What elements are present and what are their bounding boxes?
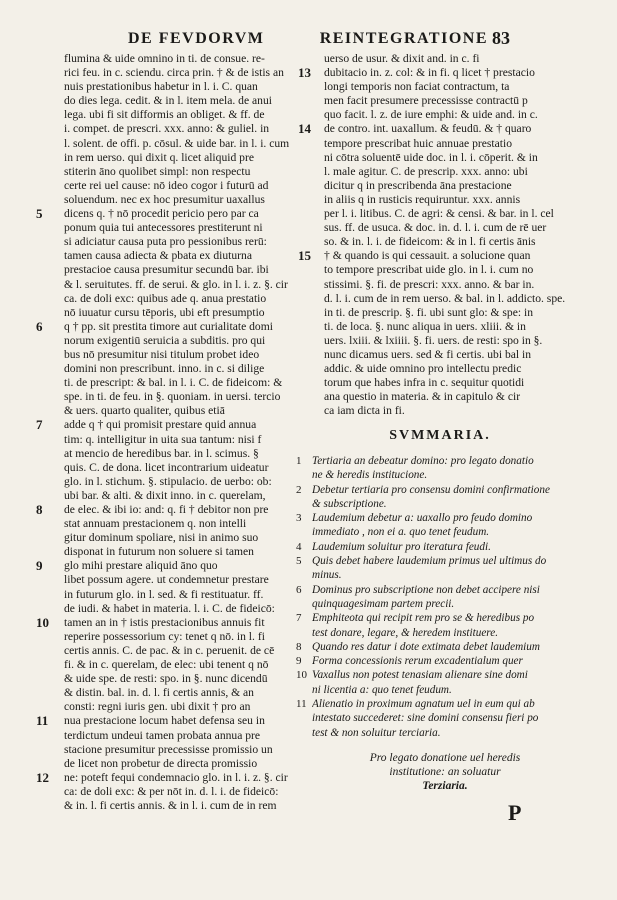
margin-number: 8 (36, 503, 43, 517)
summary-item (296, 683, 586, 697)
summary-item (296, 654, 586, 668)
summary-item (296, 540, 586, 554)
line-text: l. solent. de offi. p. cōsul. & uide bar. in l. i. cum (64, 136, 290, 150)
summary-text: Quando res datur i dote extimata debet laudemium (312, 640, 540, 653)
line-text: tamen causa adiecta & pbata ex diuturna (64, 249, 252, 263)
text-line (296, 179, 584, 193)
line-text: sus. ff. de usuca. & doc. in. d. l. i. cum de rē uer (324, 221, 547, 235)
text-line (34, 602, 290, 616)
text-line (34, 207, 290, 221)
summary-item (296, 511, 586, 525)
line-text: ne: poteft fequi condemnacio glo. in l. i. z. §. cir (64, 770, 288, 784)
summary-item (296, 525, 586, 539)
line-text: certis annis. C. de pac. & in c. peruenit. de cē (64, 643, 275, 657)
margin-number: 7 (36, 418, 43, 433)
line-text: nua prestacione locum habet defensa seu in (64, 714, 265, 728)
summary-text: ni licentia a: quo tenet feudum. (312, 683, 452, 696)
text-line (34, 616, 290, 630)
text-line (296, 334, 584, 348)
line-text: bus nō presumitur nisi titulum probet ideo (64, 347, 260, 361)
text-line (34, 714, 290, 728)
text-line (34, 404, 290, 418)
summary-item (296, 483, 586, 497)
summary-text: Laudemium soluitur pro iteratura feudi. (312, 540, 491, 553)
summary-item (296, 583, 586, 597)
margin-number: 14 (298, 122, 311, 137)
line-text: glo mihi prestare aliquid āno quo (64, 559, 218, 573)
line-text: torum que habes infra in c. sequitur quotidi (324, 376, 525, 390)
line-text: norum exigentiū seruicia a subditis. pro qui (64, 333, 266, 347)
summary-text: Emphiteota qui recipit rem pro se & heredibus po (312, 612, 535, 625)
text-line (34, 108, 290, 122)
text-line (34, 221, 290, 235)
text-line (296, 292, 584, 306)
summary-item (296, 640, 586, 654)
line-text: ti. de prescript: & bal. in l. i. C. de fideicom: & (64, 376, 283, 390)
line-text: i. compet. de prescri. xxx. anno: & guliel. in (64, 122, 270, 136)
text-line (34, 52, 290, 66)
margin-number: 13 (298, 66, 311, 81)
text-line (296, 390, 584, 404)
text-line (296, 151, 584, 165)
text-line (296, 404, 584, 418)
text-line (34, 278, 290, 292)
summary-item (296, 468, 586, 482)
text-line (34, 799, 290, 813)
line-text: tim: q. intelligitur in uita sua tantum: nisi f (64, 432, 262, 446)
summary-item (296, 697, 586, 711)
text-line (34, 66, 290, 80)
line-text: ca iam dicta in fi. (324, 404, 405, 418)
text-line (34, 588, 290, 602)
line-text: de iudi. & habet in materia. l. i. C. de fideicō: (64, 601, 275, 615)
margin-number: 10 (36, 615, 49, 630)
text-line (34, 292, 290, 306)
summary-number: 10 (296, 669, 307, 682)
line-text: quo facit. l. z. de iure emphi: & uide and. in c. (324, 108, 538, 122)
line-text: rici feu. in c. sciendu. circa prin. † & de istis an (64, 66, 284, 80)
line-text: glo. in l. stichum. §. stipulacio. de uerbo: ob: (64, 474, 272, 488)
text-line (34, 559, 290, 573)
text-line (296, 306, 584, 320)
summary-text: Laudemium debetur a: uaxallo pro feudo domino (312, 512, 533, 525)
line-text: in ti. de prescrip. §. fi. ubi sunt glo: & spe: in (324, 305, 533, 319)
text-line (296, 348, 584, 362)
line-text: fi. & in c. querelam, de elec: ubi tenent q nō (64, 658, 269, 672)
line-text: ti. de loca. §. nunc aliqua in uers. xliii. & in (324, 319, 526, 333)
line-text: dicitur q in prescribenda āna prestacione (324, 178, 512, 192)
line-text: in aliis q in rusticis requiruntur. xxx. annis (324, 192, 521, 206)
text-line (34, 334, 290, 348)
text-line (34, 249, 290, 263)
right-text-column (296, 52, 584, 418)
line-text: terdictum undeui tamen probata annua pre (64, 728, 261, 742)
margin-number: 12 (36, 770, 49, 785)
text-line (34, 475, 290, 489)
line-text: ana questio in materia. & in capitulo & cir (324, 390, 521, 404)
summary-text: minus. (312, 569, 342, 582)
summary-text: quinquagesimam partem precii. (312, 597, 455, 610)
summary-number: 6 (296, 583, 302, 596)
line-text: spe. in ti. de feu. in §. quoniam. in uersi. tercio (64, 390, 281, 404)
text-line (34, 193, 290, 207)
line-text: reperire possessorium cy: tenet q nō. in l. fi (64, 629, 265, 643)
running-header (128, 30, 488, 50)
line-text: q † pp. sit prestita timore aut curialitate domi (64, 319, 273, 333)
line-text: stiterin āno quolibet simpl: non respectu (64, 164, 251, 178)
text-line (34, 545, 290, 559)
text-line (34, 348, 290, 362)
text-line (296, 94, 584, 108)
text-line (296, 362, 584, 376)
text-line (34, 658, 290, 672)
line-text: lega. ubi fi sit difformis an obliget. & ff. de (64, 108, 265, 122)
line-text: dicens q. † nō procedit pericio pero par ca (64, 207, 259, 221)
summary-item (296, 568, 586, 582)
line-text: dubitacio in. z. col: & in fi. q licet † prestacio (324, 66, 535, 80)
text-line (296, 235, 584, 249)
text-line (296, 52, 584, 66)
text-line (34, 447, 290, 461)
margin-number: 11 (36, 714, 49, 729)
text-line (34, 771, 290, 785)
text-line (296, 66, 584, 80)
text-line (34, 757, 290, 771)
summary-item (296, 711, 586, 725)
summary-text: Tertiaria an debeatur domino: pro legato donatio (312, 455, 534, 467)
summary-text: immediato , non ei a. quo tenet feudum. (312, 526, 490, 539)
line-text: l. male agitur. C. de prescrip. xxx. anno: ubi (324, 164, 528, 178)
line-text: nunc dicamus uers. sed & fi certis. ubi bal in (324, 347, 532, 361)
line-text: d. l. i. cum de in rem uerso. & bal. in l. addicto. spe. (324, 291, 566, 305)
closing-line-1: Pro legato donatione uel heredis (369, 752, 521, 764)
summary-text: & subscriptione. (312, 497, 387, 510)
line-text: flumina & uide omnino in ti. de consue. re- (64, 52, 265, 65)
summary-text: test & non soluitur terciaria. (312, 726, 441, 739)
line-text: ni cōtra soluentē uide doc. in l. i. cōperit. & in (324, 150, 538, 164)
summary-number: 9 (296, 655, 302, 668)
line-text: de licet non probetur de directa promissio (64, 756, 258, 770)
line-text: & uers. quarto qualiter, quibus etiā (64, 404, 225, 418)
header-right: REINTEGRATIONE (319, 30, 488, 47)
summary-number: 8 (296, 640, 302, 653)
summaria-list (296, 454, 586, 740)
line-text: libet possum agere. ut condemnetur prestare (64, 573, 269, 587)
summary-text: Vaxallus non potest tenasiam alienare sine domi (312, 669, 528, 682)
signature-mark: P (508, 800, 522, 825)
line-text: & uide spe. de resti: spo. in §. nunc dicendū (64, 672, 268, 686)
summary-text: test donare, legare, & heredem instituere. (312, 626, 499, 639)
summary-number: 7 (296, 612, 302, 625)
line-text: nō iuuatur cursu tēporis, ubi eft presumptio (64, 305, 265, 319)
summary-number: 11 (296, 698, 307, 711)
line-text: stacione presumitur precessisse promissio un (64, 742, 273, 756)
summary-number: 1 (296, 455, 302, 467)
text-line (296, 320, 584, 334)
margin-number: 6 (36, 319, 43, 334)
closing-line-3: Terziaria. (422, 780, 468, 792)
text-line (296, 376, 584, 390)
text-line (34, 672, 290, 686)
line-text: domini non prescribunt. inno. in c. si dilige (64, 362, 265, 376)
line-text: per l. i. litibus. C. de agri: & censi. & bar. in l. cel (324, 207, 554, 221)
text-line (296, 278, 584, 292)
line-text: ponum quia tui antecessores prestiterunt ni (64, 221, 263, 235)
closing-line-2: institutione: an soluatur (389, 766, 501, 778)
text-line (296, 221, 584, 235)
text-line (34, 686, 290, 700)
text-line (34, 362, 290, 376)
text-line (34, 785, 290, 799)
text-line (34, 531, 290, 545)
line-text: do dies lega. cedit. & in l. item mela. de anui (64, 94, 272, 108)
line-text: certe rei uel cause: nō ideo cogor i futurū ad (64, 178, 269, 192)
text-line (296, 165, 584, 179)
line-text: de contro. int. uaxallum. & feudū. & † quaro (324, 122, 532, 136)
line-text: prestacioe causa presumitur secundū bar. ibi (64, 263, 269, 277)
line-text: consti: regni iuris gen. ubi dixit † pro an (64, 700, 251, 714)
text-line (296, 249, 584, 263)
line-text: addic. & uide omnino pro intellectu predic (324, 362, 522, 376)
text-line (34, 320, 290, 334)
margin-number: 5 (36, 207, 43, 222)
text-line (34, 489, 290, 503)
summary-item (296, 611, 586, 625)
text-line (34, 165, 290, 179)
summary-number: 3 (296, 512, 302, 525)
line-text: de elec. & ibi io: and: q. fi † debitor non pre (64, 503, 269, 516)
summary-item (296, 726, 586, 740)
line-text: disponat in futurum non soluere si tamen (64, 545, 254, 559)
text-line (34, 503, 290, 517)
margin-number: 9 (36, 559, 43, 574)
text-line (296, 80, 584, 94)
line-text: ca. de doli exc: quibus ade q. anua prestatio (64, 291, 267, 305)
line-text: uerso de usur. & dixit and. in c. fi (324, 52, 480, 65)
line-text: uers. lxiii. & lxiiii. §. fi. uers. de resti: spo in §. (324, 333, 543, 347)
summaria-heading: SVMMARIA. (389, 428, 491, 443)
line-text: & in. l. fi certis annis. & in l. i. cum de in rem (64, 798, 277, 812)
text-line (34, 179, 290, 193)
line-text: longi temporis non faciat contractum, ta (324, 80, 510, 94)
line-text: nuis prestationibus habetur in l. i. C. quan (64, 80, 258, 94)
text-line (34, 573, 290, 587)
text-line (34, 517, 290, 531)
text-line (34, 94, 290, 108)
line-text: † & quando is qui cessauit. a solucione quan (324, 249, 531, 263)
text-line (34, 729, 290, 743)
header-left: DE FEVDORVM (128, 30, 265, 47)
closing-heading (330, 751, 560, 793)
summary-number: 4 (296, 540, 302, 553)
text-line (296, 137, 584, 151)
text-line (34, 418, 290, 432)
left-text-column (34, 52, 290, 813)
summary-item (296, 668, 586, 682)
page-number: 83 (492, 28, 510, 48)
text-line (296, 122, 584, 136)
summary-item (296, 626, 586, 640)
line-text: adde q † qui promisit prestare quid annua (64, 418, 257, 432)
text-line (34, 433, 290, 447)
text-line (296, 207, 584, 221)
text-line (296, 263, 584, 277)
text-line (34, 743, 290, 757)
text-line (34, 376, 290, 390)
text-line (296, 193, 584, 207)
line-text: in rem uerso. qui dixit q. licet aliquid pre (64, 150, 254, 164)
line-text: ubi bar. & alti. & dixit inno. in c. querelam, (64, 488, 266, 502)
line-text: tempore prescribat huic annuae prestatio (324, 136, 512, 150)
line-text: so. & in. l. i. de fideicom: & in l. fi certis ānis (324, 235, 536, 249)
line-text: quis. C. de dona. licet incontrarium uideatur (64, 460, 269, 474)
text-line (296, 108, 584, 122)
summary-text: Alienatio in proximum agnatum uel in eum qui ab (312, 698, 535, 711)
summary-text: intestato succederet: sine domini consensu fieri po (312, 712, 539, 725)
line-text: in futurum glo. in l. sed. & fi restituatur. ff. (64, 587, 264, 601)
line-text: ca: de doli exc: & per nōt in. d. l. i. de fideicō: (64, 784, 279, 798)
text-line (34, 122, 290, 136)
margin-number: 15 (298, 249, 311, 264)
text-line (34, 80, 290, 94)
line-text: & distin. bal. in. d. l. fi certis annis, & an (64, 686, 254, 700)
line-text: soluendum. nec ex hoc presumitur uaxallus (64, 192, 265, 206)
text-line (34, 263, 290, 277)
line-text: & l. seruitutes. ff. de serui. & glo. in l. i. z. §. cir (64, 277, 288, 291)
summary-number: 2 (296, 483, 302, 496)
text-line (34, 390, 290, 404)
line-text: to tempore prescribat uide glo. in l. i. cum no (324, 263, 534, 277)
text-line (34, 235, 290, 249)
summary-text: ne & heredis institucione. (312, 469, 428, 482)
line-text: men facit presumere precessisse contractū p (324, 94, 528, 108)
text-line (34, 461, 290, 475)
summary-text: Quis debet habere laudemium primus uel ultimus do (312, 555, 547, 568)
text-line (34, 644, 290, 658)
line-text: stissimi. §. fi. de prescri: xxx. anno. & bar in. (324, 277, 535, 291)
text-line (34, 151, 290, 165)
summary-text: Dominus pro subscriptione non debet accipere nisi (312, 583, 540, 596)
line-text: tamen an in † istis prestacionibus annuis fit (64, 615, 265, 629)
text-line (34, 137, 290, 151)
summary-number: 5 (296, 555, 302, 568)
summary-item (296, 597, 586, 611)
line-text: at mencio de heredibus bar. in l. scimus. § (64, 446, 259, 460)
line-text: si adiciatur causa puta pro pessionibus rerū: (64, 235, 267, 249)
text-line (34, 700, 290, 714)
summary-text: Debetur tertiaria pro consensu domini confirmatione (312, 483, 550, 496)
summary-item (296, 554, 586, 568)
line-text: gitur dominum spoliare, nisi in animo suo (64, 531, 259, 545)
text-line (34, 306, 290, 320)
summary-item (296, 454, 586, 468)
summary-item (296, 497, 586, 511)
summary-text: Forma concessionis rerum excadentialum quer (312, 655, 523, 668)
line-text: stat annuam prestacionem q. non intelli (64, 517, 247, 531)
text-line (34, 630, 290, 644)
